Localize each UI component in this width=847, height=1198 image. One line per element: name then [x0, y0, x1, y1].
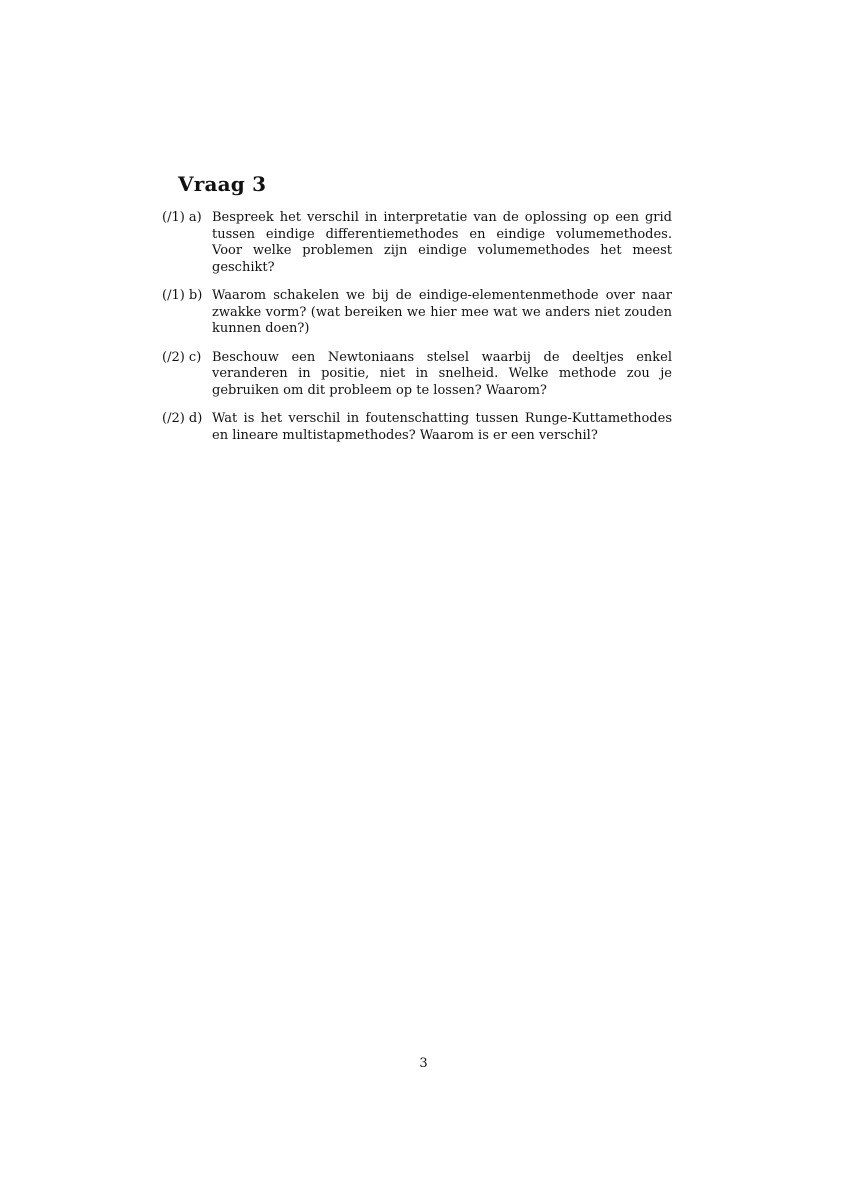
question-text: Waarom schakelen we bij de eindige-elementenmethode over naar zwakke vorm? (wat bereiken we hier mee wat we anders niet zouden kunnen doen?)	[212, 288, 672, 336]
question-c	[162, 350, 672, 400]
question-label: (/2) d)	[162, 411, 203, 426]
page-number: 3	[419, 1056, 428, 1071]
section-title: Vraag 3	[178, 172, 267, 196]
question-label: (/1) b)	[162, 288, 203, 303]
question-list	[162, 210, 672, 456]
question-label: (/2) c)	[162, 349, 202, 365]
question-label: (/1) a)	[162, 210, 202, 225]
question-b	[162, 288, 672, 338]
question-d	[162, 411, 672, 444]
question-a	[162, 210, 672, 276]
question-text: Beschouw een Newtoniaans stelsel waarbij de deeltjes enkel veranderen in positie, niet in snelheid. Welke methode zou je gebruiken om dit probleem op te lossen? Waarom?	[212, 349, 672, 398]
question-text: Wat is het verschil in foutenschatting tussen Runge-Kuttamethodes en lineare multistapmethodes? Waarom is er een verschil?	[212, 411, 672, 443]
question-text: Bespreek het verschil in interpretatie van de oplossing op een grid tussen eindige differentiemethodes en eindige volumemethodes. Voor welke problemen zijn eindige volumemethodes het meest geschikt?	[212, 210, 672, 275]
